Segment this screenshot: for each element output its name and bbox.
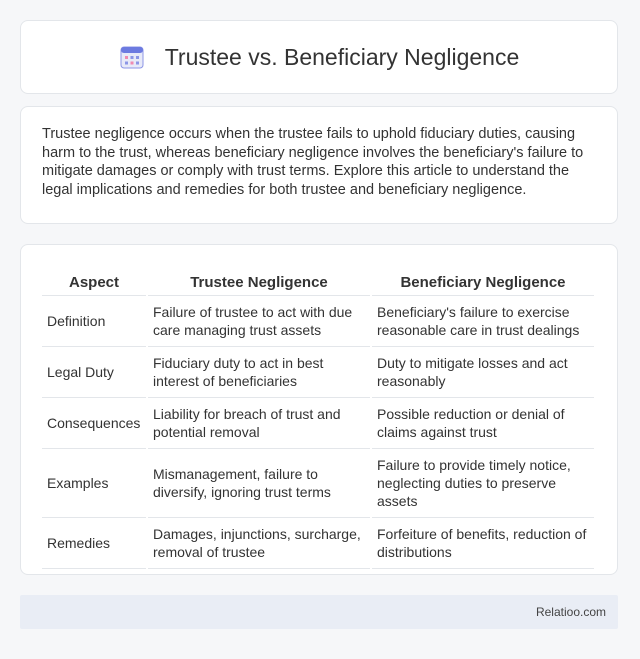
intro-card <box>20 106 618 224</box>
row-aspect: Legal Duty <box>42 346 146 397</box>
row-aspect: Definition <box>42 295 146 346</box>
row-trustee: Fiduciary duty to act in best interest of beneficiaries <box>148 346 370 397</box>
comparison-table <box>40 265 596 569</box>
header-trustee: Trustee Negligence <box>190 274 328 291</box>
table-header-row <box>42 265 594 295</box>
row-trustee: Mismanagement, failure to diversify, ignoring trust terms <box>148 448 370 517</box>
row-beneficiary: Failure to provide timely notice, neglecting duties to preserve assets <box>372 448 594 517</box>
row-aspect: Consequences <box>42 397 146 448</box>
row-aspect: Remedies <box>42 517 146 569</box>
comparison-card <box>20 244 618 575</box>
footer <box>20 595 618 629</box>
row-trustee: Failure of trustee to act with due care managing trust assets <box>148 295 370 346</box>
header-aspect: Aspect <box>68 274 120 291</box>
row-trustee: Liability for breach of trust and potential removal <box>148 397 370 448</box>
table-row <box>42 346 594 397</box>
table-row <box>42 517 594 569</box>
title-card <box>20 20 618 94</box>
table-row <box>42 295 594 346</box>
row-aspect: Examples <box>42 448 146 517</box>
row-trustee: Damages, injunctions, surcharge, removal of trustee <box>148 517 370 569</box>
row-beneficiary: Forfeiture of benefits, reduction of distributions <box>372 517 594 569</box>
row-beneficiary: Beneficiary's failure to exercise reasonable care in trust dealings <box>372 295 594 346</box>
page-title: Trustee vs. Beneficiary Negligence <box>164 43 520 70</box>
row-beneficiary: Duty to mitigate losses and act reasonably <box>372 346 594 397</box>
intro-text: Trustee negligence occurs when the trustee fails to uphold fiduciary duties, causing harm to the trust, whereas beneficiary negligence involves the beneficiary's failure to mitigate damages or comply with trust terms. Explore this article to understand the legal implications and remedies for both trustee and beneficiary negligence. <box>42 126 584 198</box>
row-beneficiary: Possible reduction or denial of claims against trust <box>372 397 594 448</box>
header-beneficiary: Beneficiary Negligence <box>400 274 566 291</box>
footer-brand[interactable]: Relatioo.com <box>535 605 606 619</box>
table-row <box>42 397 594 448</box>
table-row <box>42 448 594 517</box>
calendar-icon <box>119 44 145 70</box>
